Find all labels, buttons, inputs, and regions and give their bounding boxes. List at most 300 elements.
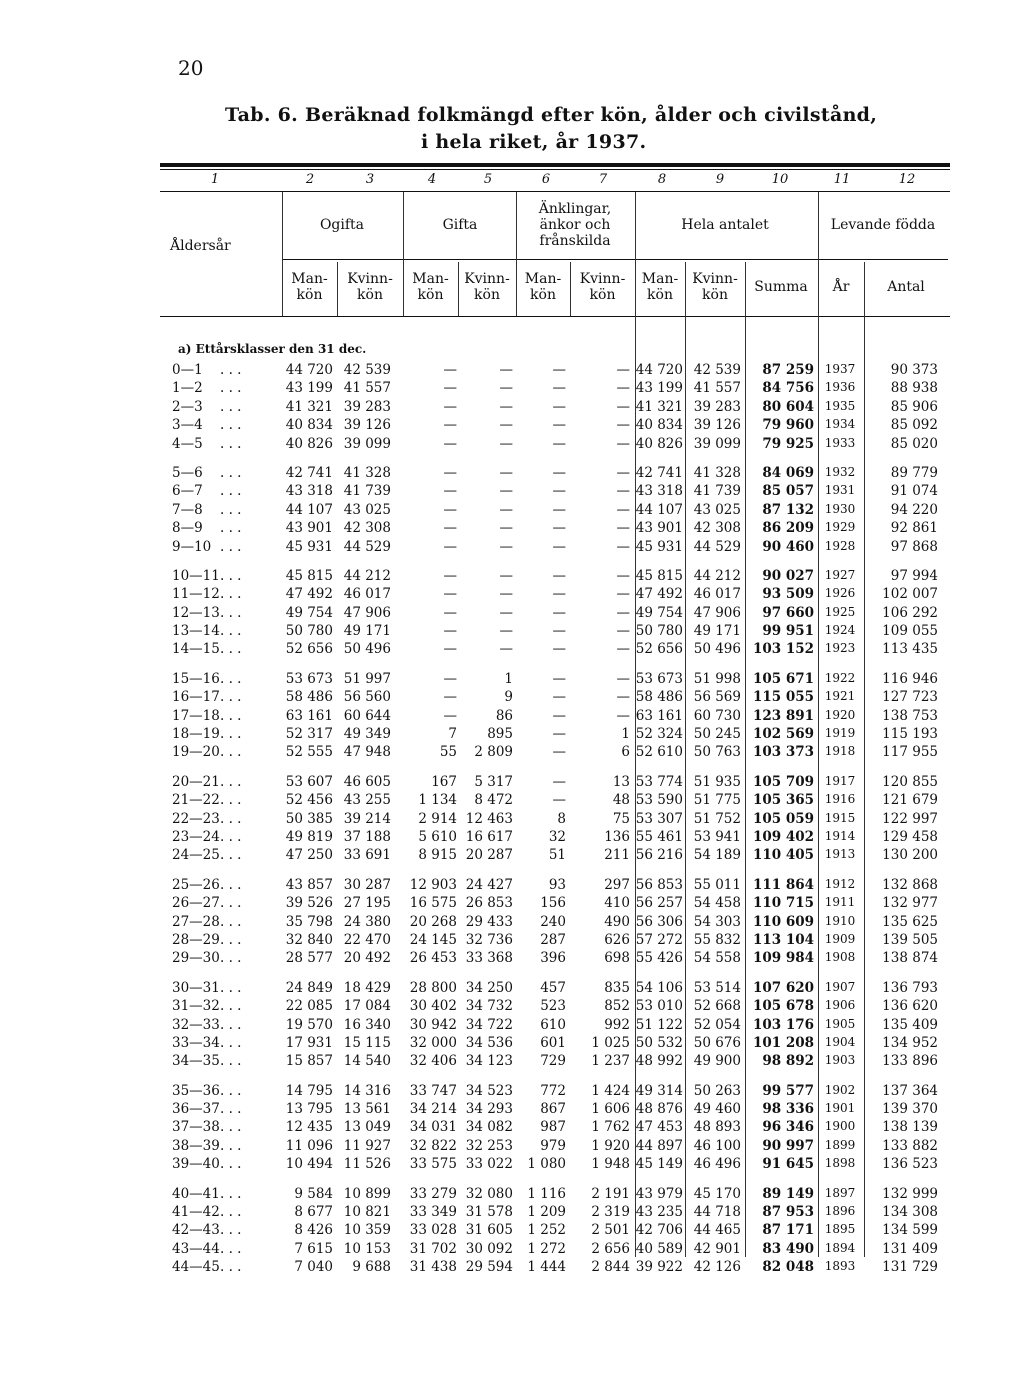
- cell-am: —: [552, 538, 566, 555]
- cell-antal: 115 193: [882, 726, 938, 743]
- age-label: 21—22: [172, 792, 220, 809]
- cell-s: 103 152: [752, 641, 814, 658]
- cell-om: 9 584: [294, 1185, 333, 1202]
- cell-hm: 51 122: [635, 1016, 683, 1033]
- leader-dots: . . .: [220, 913, 242, 930]
- cell-ak: 2 501: [591, 1222, 630, 1239]
- table-row: [160, 1035, 950, 1053]
- cell-hm: 43 235: [635, 1204, 683, 1221]
- cell-antal: 138 139: [882, 1119, 938, 1136]
- cell-gk: —: [499, 641, 513, 658]
- cell-am: 51: [548, 847, 566, 864]
- cell-gm: —: [443, 623, 457, 640]
- leader-dots: . . .: [220, 1016, 242, 1033]
- cell-s: 93 509: [762, 586, 814, 603]
- cell-hm: 45 931: [635, 538, 683, 555]
- table-row: [160, 1186, 950, 1204]
- cell-hk: 53 941: [693, 828, 741, 845]
- age-label: 13—14: [172, 623, 220, 640]
- cell-ok: 11 927: [343, 1137, 391, 1154]
- cell-s: 87 953: [762, 1204, 814, 1221]
- cell-om: 12 435: [285, 1119, 333, 1136]
- cell-antal: 116 946: [882, 670, 938, 687]
- cell-am: 93: [548, 876, 566, 893]
- cell-yr: 1902: [824, 1082, 856, 1097]
- cell-s: 91 645: [762, 1156, 814, 1173]
- cell-ak: —: [616, 501, 630, 518]
- cell-yr: 1896: [824, 1204, 856, 1219]
- cell-gk: —: [499, 586, 513, 603]
- cell-gk: —: [499, 623, 513, 640]
- vrule: [516, 192, 517, 316]
- cell-gm: —: [443, 417, 457, 434]
- cell-am: —: [552, 483, 566, 500]
- cell-gm: —: [443, 380, 457, 397]
- cell-am: —: [552, 623, 566, 640]
- cell-ak: —: [616, 435, 630, 452]
- cell-gm: —: [443, 464, 457, 481]
- cell-gk: 24 427: [465, 876, 513, 893]
- cell-hk: 42 539: [693, 362, 741, 378]
- cell-am: 1 272: [527, 1240, 566, 1257]
- cell-am: —: [552, 567, 566, 584]
- cell-yr: 1916: [824, 792, 856, 807]
- cell-ak: 1 424: [591, 1082, 630, 1099]
- leader-dots: . . .: [220, 1204, 242, 1221]
- cell-hm: 56 853: [635, 876, 683, 893]
- sub-ok: [337, 271, 403, 303]
- age-group: [160, 465, 950, 557]
- cell-gm: —: [443, 604, 457, 621]
- column-numbers: [160, 172, 950, 190]
- age-label: 33—34: [172, 1034, 220, 1051]
- cell-gm: 33 747: [409, 1082, 457, 1099]
- cell-s: 107 620: [752, 979, 814, 996]
- cell-gk: —: [499, 538, 513, 555]
- cell-yr: 1903: [824, 1053, 856, 1068]
- page-number: 20: [178, 56, 204, 80]
- cell-gk: 34 123: [465, 1053, 513, 1070]
- cell-ok: 60 644: [343, 707, 391, 724]
- cell-antal: 135 625: [882, 913, 938, 930]
- sub-label: Man-: [291, 271, 328, 287]
- cell-antal: 130 200: [882, 847, 938, 864]
- cell-hk: 50 676: [693, 1034, 741, 1051]
- cell-gm: 33 028: [409, 1222, 457, 1239]
- table-row: [160, 1259, 950, 1277]
- age-label: 26—27: [172, 895, 220, 912]
- cell-gk: —: [499, 483, 513, 500]
- cell-gk: 895: [487, 726, 513, 743]
- cell-s: 79 925: [762, 435, 814, 452]
- sub-hk: [685, 271, 745, 303]
- leader-dots: . . .: [220, 744, 242, 761]
- cell-yr: 1921: [824, 689, 856, 704]
- cell-ak: —: [616, 689, 630, 706]
- cell-ak: 2 844: [591, 1259, 630, 1276]
- table-row: [160, 829, 950, 847]
- cell-am: 987: [540, 1119, 566, 1136]
- sub-hm: [635, 271, 685, 303]
- cell-am: 1 209: [527, 1204, 566, 1221]
- cell-ok: 10 359: [343, 1222, 391, 1239]
- cell-antal: 89 779: [890, 464, 938, 481]
- sub-label: Kvinn-: [464, 271, 510, 287]
- cell-gk: 34 082: [465, 1119, 513, 1136]
- cell-ak: 1 606: [591, 1101, 630, 1118]
- age-label: 9—10: [172, 538, 212, 555]
- cell-hk: 41 328: [693, 464, 741, 481]
- cell-hk: 42 308: [693, 520, 741, 537]
- cell-am: —: [552, 773, 566, 790]
- age-label: 20—21: [172, 773, 220, 790]
- cell-hm: 44 107: [635, 501, 683, 518]
- cell-gm: 31 438: [409, 1259, 457, 1276]
- cell-gm: 26 453: [409, 950, 457, 967]
- cell-ak: 136: [604, 828, 630, 845]
- cell-ok: 42 308: [343, 520, 391, 537]
- cell-am: —: [552, 435, 566, 452]
- cell-am: 523: [540, 998, 566, 1015]
- cell-yr: 1923: [824, 641, 856, 656]
- table-row: [160, 380, 950, 398]
- cell-hk: 47 906: [693, 604, 741, 621]
- age-label: 30—31: [172, 979, 220, 996]
- cell-hk: 49 460: [693, 1101, 741, 1118]
- cell-om: 45 931: [285, 538, 333, 555]
- sub-label: kön: [357, 287, 383, 303]
- cell-hk: 55 011: [693, 876, 741, 893]
- cell-hk: 48 893: [693, 1119, 741, 1136]
- cell-ak: 2 656: [591, 1240, 630, 1257]
- age-label: 1—2: [172, 380, 203, 397]
- sub-ar: År: [832, 279, 850, 295]
- cell-am: —: [552, 707, 566, 724]
- cell-gk: 26 853: [465, 895, 513, 912]
- sub-label: kön: [647, 287, 673, 303]
- cell-am: 1 444: [527, 1259, 566, 1276]
- cell-yr: 1926: [824, 586, 856, 601]
- cell-gk: 86: [495, 707, 513, 724]
- colnum: 3: [365, 172, 375, 187]
- leader-dots: . . .: [220, 726, 242, 743]
- cell-yr: 1935: [824, 398, 856, 413]
- cell-am: —: [552, 689, 566, 706]
- cell-gk: —: [499, 362, 513, 378]
- section-label: a) Ettårsklasser den 31 dec.: [178, 342, 367, 356]
- cell-yr: 1934: [824, 417, 856, 432]
- cell-antal: 131 729: [882, 1259, 938, 1276]
- cell-hk: 44 465: [693, 1222, 741, 1239]
- age-label: 36—37: [172, 1101, 220, 1118]
- age-label: 5—6: [172, 464, 203, 481]
- cell-am: 1 080: [527, 1156, 566, 1173]
- leader-dots: . . .: [220, 417, 242, 434]
- cell-antal: 117 955: [882, 744, 938, 761]
- cell-gm: 5 610: [418, 828, 457, 845]
- cell-yr: 1929: [824, 520, 856, 535]
- cell-ok: 18 429: [343, 979, 391, 996]
- cell-antal: 122 997: [882, 810, 938, 827]
- cell-ak: —: [616, 483, 630, 500]
- cell-ok: 46 605: [343, 773, 391, 790]
- age-group: [160, 980, 950, 1072]
- cell-hm: 45 815: [635, 567, 683, 584]
- leader-dots: . . .: [220, 1119, 242, 1136]
- sub-label: kön: [530, 287, 556, 303]
- cell-yr: 1912: [824, 876, 856, 891]
- header-anklingar-1: Änklingar,: [538, 201, 612, 217]
- cell-ak: —: [616, 670, 630, 687]
- leader-dots: . . .: [220, 398, 242, 415]
- cell-antal: 136 793: [882, 979, 938, 996]
- cell-hm: 41 321: [635, 398, 683, 415]
- cell-s: 115 055: [752, 689, 814, 706]
- leader-dots: . . .: [220, 1185, 242, 1202]
- cell-antal: 132 999: [882, 1185, 938, 1202]
- cell-hk: 51 998: [693, 670, 741, 687]
- cell-yr: 1937: [824, 362, 856, 376]
- cell-ok: 14 316: [343, 1082, 391, 1099]
- cell-om: 17 931: [285, 1034, 333, 1051]
- cell-s: 110 609: [752, 913, 814, 930]
- cell-om: 40 834: [285, 417, 333, 434]
- subheader-rule: [282, 259, 948, 260]
- cell-om: 49 754: [285, 604, 333, 621]
- cell-ak: —: [616, 567, 630, 584]
- cell-yr: 1924: [824, 623, 856, 638]
- cell-hm: 53 307: [635, 810, 683, 827]
- leader-dots: . . .: [220, 1156, 242, 1173]
- cell-yr: 1920: [824, 707, 856, 722]
- cell-hk: 53 514: [693, 979, 741, 996]
- cell-ak: —: [616, 538, 630, 555]
- table-row: [160, 932, 950, 950]
- cell-hm: 53 010: [635, 998, 683, 1015]
- vrule: [282, 192, 283, 316]
- cell-antal: 106 292: [882, 604, 938, 621]
- cell-gk: 5 317: [474, 773, 513, 790]
- cell-gm: 20 268: [409, 913, 457, 930]
- cell-gm: 55: [439, 744, 457, 761]
- cell-gk: 31 578: [465, 1204, 513, 1221]
- table-row: [160, 1101, 950, 1119]
- table-row: [160, 744, 950, 762]
- age-label: 12—13: [172, 604, 220, 621]
- cell-ak: 211: [604, 847, 630, 864]
- cell-ok: 14 540: [343, 1053, 391, 1070]
- cell-am: 8: [557, 810, 566, 827]
- cell-antal: 85 092: [890, 417, 938, 434]
- age-group: [160, 362, 950, 454]
- cell-hm: 44 720: [635, 362, 683, 378]
- table-row: [160, 1204, 950, 1222]
- cell-am: —: [552, 501, 566, 518]
- cell-ok: 15 115: [343, 1034, 391, 1051]
- cell-hm: 48 992: [635, 1053, 683, 1070]
- cell-s: 86 209: [762, 520, 814, 537]
- title-line-2: i hela riket, år 1937.: [421, 131, 647, 153]
- cell-gk: 20 287: [465, 847, 513, 864]
- cell-om: 47 250: [285, 847, 333, 864]
- sub-label: Man-: [524, 271, 562, 287]
- cell-gm: —: [443, 501, 457, 518]
- age-group: [160, 774, 950, 866]
- cell-gk: 34 732: [465, 998, 513, 1015]
- cell-antal: 85 906: [890, 398, 938, 415]
- cell-gk: 34 523: [465, 1082, 513, 1099]
- cell-hm: 63 161: [635, 707, 683, 724]
- colnum-rule: [160, 191, 950, 192]
- cell-gm: 33 279: [409, 1185, 457, 1202]
- cell-s: 102 569: [752, 726, 814, 743]
- cell-yr: 1913: [824, 847, 856, 862]
- cell-ak: —: [616, 520, 630, 537]
- table-row: [160, 792, 950, 810]
- cell-yr: 1900: [824, 1119, 856, 1134]
- leader-dots: . . .: [220, 689, 242, 706]
- cell-hm: 43 901: [635, 520, 683, 537]
- cell-gk: 34 293: [465, 1101, 513, 1118]
- cell-s: 110 405: [752, 847, 814, 864]
- cell-om: 35 798: [285, 913, 333, 930]
- cell-am: —: [552, 726, 566, 743]
- age-label: 38—39: [172, 1137, 220, 1154]
- cell-hm: 55 426: [635, 950, 683, 967]
- cell-hm: 49 754: [635, 604, 683, 621]
- age-label: 15—16: [172, 670, 220, 687]
- cell-ok: 50 496: [343, 641, 391, 658]
- cell-ak: 2 191: [591, 1185, 630, 1202]
- cell-antal: 133 882: [882, 1137, 938, 1154]
- cell-om: 41 321: [285, 398, 333, 415]
- cell-hm: 40 589: [635, 1240, 683, 1257]
- cell-hm: 55 461: [635, 828, 683, 845]
- sub-label: kön: [417, 287, 444, 303]
- leader-dots: . . .: [220, 1259, 242, 1276]
- cell-om: 49 819: [285, 828, 333, 845]
- table-row: [160, 950, 950, 968]
- sub-label: Kvinn-: [579, 271, 626, 287]
- cell-yr: 1908: [824, 950, 856, 965]
- cell-gm: —: [443, 398, 457, 415]
- cell-gm: 30 402: [409, 998, 457, 1015]
- age-label: 31—32: [172, 998, 220, 1015]
- cell-hm: 56 216: [635, 847, 683, 864]
- cell-hk: 45 170: [693, 1185, 741, 1202]
- cell-gk: 33 368: [465, 950, 513, 967]
- vrule: [458, 262, 459, 316]
- cell-yr: 1919: [824, 726, 856, 741]
- cell-gk: 29 433: [465, 913, 513, 930]
- leader-dots: . . .: [220, 950, 242, 967]
- cell-om: 11 096: [285, 1137, 333, 1154]
- leader-dots: . . .: [220, 1222, 242, 1239]
- cell-s: 87 259: [762, 362, 814, 378]
- cell-hm: 43 199: [635, 380, 683, 397]
- vrule: [337, 262, 338, 316]
- cell-am: 772: [540, 1082, 566, 1099]
- table-row: [160, 483, 950, 501]
- cell-yr: 1911: [824, 895, 856, 910]
- cell-gk: —: [499, 501, 513, 518]
- cell-hk: 49 171: [693, 623, 741, 640]
- cell-gm: —: [443, 567, 457, 584]
- cell-ok: 46 017: [343, 586, 391, 603]
- cell-am: 867: [540, 1101, 566, 1118]
- cell-s: 96 346: [762, 1119, 814, 1136]
- cell-ok: 13 049: [343, 1119, 391, 1136]
- cell-hk: 54 558: [693, 950, 741, 967]
- age-label: 7—8: [172, 501, 203, 518]
- cell-antal: 102 007: [882, 586, 938, 603]
- sub-label: kön: [296, 287, 323, 303]
- cell-hm: 56 306: [635, 913, 683, 930]
- table-title: [225, 102, 877, 156]
- cell-om: 28 577: [285, 950, 333, 967]
- cell-ok: 43 255: [343, 792, 391, 809]
- header-ogifta: Ogifta: [319, 217, 365, 233]
- cell-ok: 39 126: [343, 417, 391, 434]
- cell-hk: 52 668: [693, 998, 741, 1015]
- table-row: [160, 1222, 950, 1240]
- cell-om: 8 426: [294, 1222, 333, 1239]
- cell-gm: 12 903: [409, 876, 457, 893]
- table-row: [160, 1138, 950, 1156]
- cell-yr: 1925: [824, 604, 856, 619]
- vrule: [403, 192, 404, 316]
- cell-yr: 1917: [824, 773, 856, 788]
- cell-ok: 42 539: [343, 362, 391, 378]
- cell-am: 601: [540, 1034, 566, 1051]
- age-label: 3—4: [172, 417, 203, 434]
- cell-ak: 6: [621, 744, 630, 761]
- cell-ak: —: [616, 586, 630, 603]
- cell-gm: 32 000: [409, 1034, 457, 1051]
- cell-ok: 16 340: [343, 1016, 391, 1033]
- age-label: 27—28: [172, 913, 220, 930]
- cell-hk: 54 189: [693, 847, 741, 864]
- cell-s: 123 891: [752, 707, 814, 724]
- cell-ak: 626: [604, 931, 630, 948]
- cell-hm: 42 706: [635, 1222, 683, 1239]
- cell-yr: 1918: [824, 744, 856, 759]
- cell-antal: 133 896: [882, 1053, 938, 1070]
- cell-om: 14 795: [285, 1082, 333, 1099]
- cell-ok: 24 380: [343, 913, 391, 930]
- cell-gk: —: [499, 417, 513, 434]
- cell-hm: 52 610: [635, 744, 683, 761]
- cell-hm: 53 590: [635, 792, 683, 809]
- cell-ok: 13 561: [343, 1101, 391, 1118]
- cell-yr: 1915: [824, 810, 856, 825]
- cell-gk: —: [499, 464, 513, 481]
- cell-ok: 9 688: [352, 1259, 391, 1276]
- cell-yr: 1931: [824, 483, 856, 498]
- leader-dots: . . .: [220, 895, 242, 912]
- colnum: 7: [598, 172, 608, 187]
- cell-am: —: [552, 604, 566, 621]
- cell-ak: 1 025: [591, 1034, 630, 1051]
- cell-antal: 131 409: [882, 1240, 938, 1257]
- cell-hk: 50 263: [693, 1082, 741, 1099]
- cell-s: 90 460: [762, 538, 814, 555]
- sub-antal: Antal: [887, 279, 925, 295]
- cell-ok: 39 283: [343, 398, 391, 415]
- cell-hk: 42 126: [693, 1259, 741, 1276]
- leader-dots: . . .: [220, 586, 242, 603]
- cell-s: 98 336: [762, 1101, 814, 1118]
